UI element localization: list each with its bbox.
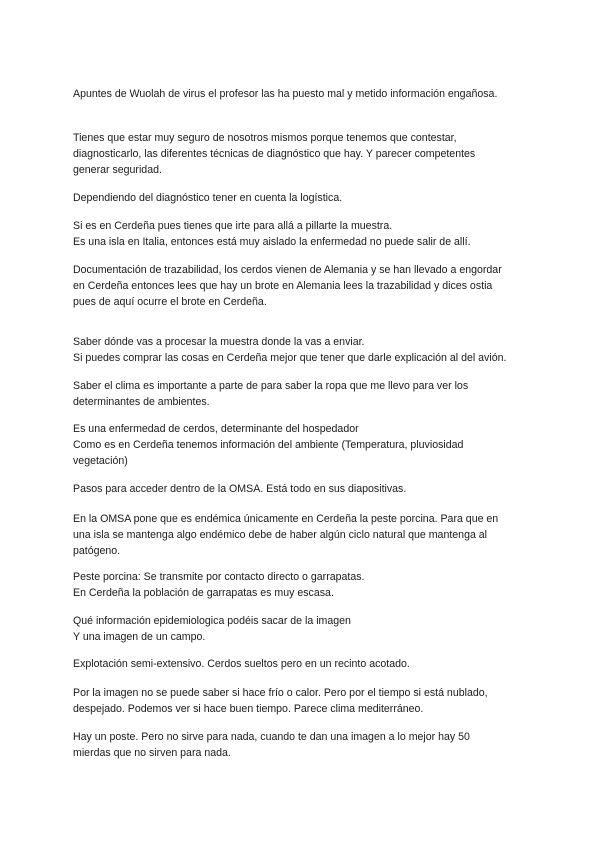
text-line: Como es en Cerdeña tenemos información del ambiente (Temperatura, pluviosidad: [73, 439, 464, 451]
text-line: Apuntes de Wuolah de virus el profesor las ha puesto mal y metido información engañosa.: [73, 88, 498, 100]
paragraph-confidence: [73, 130, 553, 178]
paragraph-sardinia-sample: [73, 218, 553, 250]
text-line: diagnosticarlo, las diferentes técnicas de diagnóstico que hay. Y parecer competentes: [73, 148, 476, 160]
text-line: pues de aquí ocurre el brote en Cerdeña.: [73, 296, 267, 308]
paragraph-weather: [73, 685, 553, 717]
paragraph-omsa-steps: [73, 481, 553, 497]
text-line: Por la imagen no se puede saber si hace frío o calor. Pero por el tiempo si está nublado,: [73, 687, 488, 699]
text-line: Pasos para acceder dentro de la OMSA. Está todo en sus diapositivas.: [73, 483, 407, 495]
text-line: En Cerdeña la población de garrapatas es muy escasa.: [73, 587, 334, 599]
paragraph-logistics: [73, 190, 553, 206]
text-line: vegetación): [73, 455, 128, 467]
text-line: Saber el clima es importante a parte de para saber la ropa que me llevo para ver los: [73, 380, 469, 392]
paragraph-post: [73, 729, 553, 761]
paragraph-climate: [73, 378, 553, 410]
text-line: despejado. Podemos ver si hace buen tiempo. Parece clima mediterráneo.: [73, 703, 424, 715]
text-line: una isla se mantenga algo endémico debe de haber algún ciclo natural que mantenga al: [73, 529, 488, 541]
text-line: determinantes de ambientes.: [73, 396, 210, 408]
text-line: Saber dónde vas a procesar la muestra donde la vas a enviar.: [73, 336, 365, 348]
paragraph-traceability: [73, 262, 553, 310]
text-line: Dependiendo del diagnóstico tener en cuenta la logística.: [73, 192, 343, 204]
paragraph-farming-type: [73, 656, 553, 672]
paragraph-host-environment: [73, 421, 553, 469]
text-line: Documentación de trazabilidad, los cerdos vienen de Alemania y se han llevado a engordar: [73, 264, 502, 276]
text-line: Explotación semi-extensivo. Cerdos sueltos pero en un recinto acotado.: [73, 658, 410, 670]
text-line: Y una imagen de un campo.: [73, 631, 206, 643]
text-line: Peste porcina: Se transmite por contacto directo o garrapatas.: [73, 571, 365, 583]
text-line: patógeno.: [73, 545, 121, 557]
text-line: Hay un poste. Pero no sirve para nada, cuando te dan una imagen a lo mejor hay 50: [73, 731, 470, 743]
text-line: Si es en Cerdeña pues tienes que irte para allá a pillarte la muestra.: [73, 220, 393, 232]
text-line: mierdas que no sirven para nada.: [73, 747, 231, 759]
text-line: Tienes que estar muy seguro de nosotros mismos porque tenemos que contestar,: [73, 132, 457, 144]
text-line: Es una enfermedad de cerdos, determinante del hospedador: [73, 423, 359, 435]
text-line: generar seguridad.: [73, 164, 162, 176]
paragraph-endemic: [73, 511, 553, 559]
paragraph-sample-processing: [73, 334, 553, 366]
paragraph-wuolah-note: [73, 86, 553, 102]
text-line: Si puedes comprar las cosas en Cerdeña mejor que tener que darle explicación al del avión.: [73, 352, 507, 364]
paragraph-image-info: [73, 613, 553, 645]
text-line: En la OMSA pone que es endémica únicamente en Cerdeña la peste porcina. Para que en: [73, 513, 499, 525]
text-line: en Cerdeña entonces lees que hay un brote en Alemania lees la trazabilidad y dices ostia: [73, 280, 493, 292]
paragraph-transmission: [73, 569, 553, 601]
text-line: Es una isla en Italia, entonces está muy aislado la enfermedad no puede salir de allí.: [73, 236, 471, 248]
text-line: Qué información epidemiologica podéis sacar de la imagen: [73, 615, 351, 627]
